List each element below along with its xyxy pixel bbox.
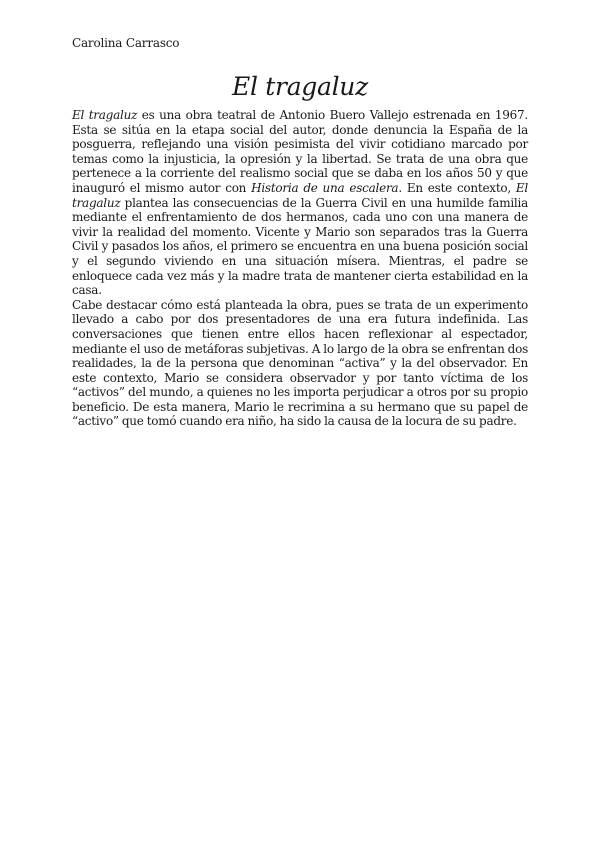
- document-title: El tragaluz: [232, 72, 368, 101]
- paragraph-2: Cabe destacar cómo está planteada la obra, pues se trata de un experimento llevado a cabo por dos presentadores de una era futura indefinida. Las conversaciones que tienen entre ellos hacen reflexionar al espectador, mediante el uso de metáforas subjetivas. A lo largo de la obra se enfrentan dos realidades, la de la persona que denominan “activa” y la del observador. En este contexto, Mario se considera observador y por tanto víctima de los “activos” del mundo, a quienes no les importa perjudicar a otros por su propio beneficio. De esta manera, Mario le recrimina a su hermano que su papel de “activo” que tomó cuando era niño, ha sido la causa de la locura de su padre.: [72, 297, 528, 429]
- document-body: [72, 108, 528, 429]
- author-name: Carolina Carrasco: [72, 36, 180, 50]
- italic-work-title: El tragaluz: [72, 180, 528, 210]
- paragraph-text: plantea las consecuencias de la Guerra Civil en una humilde familia mediante el enfrentamiento de dos hermanos, cada uno con una manera de vivir la realidad del momento. Vicente y Mario son separados tras la Guerra Civil y pasados los años, el primero se encuentra en una buena posición social y el segundo viviendo en una situación mísera. Mientras, el padre se enloquece cada vez más y la madre trata de mantener cierta estabilidad en la casa.: [72, 195, 528, 298]
- paragraph-text: es una obra teatral de Antonio Buero Vallejo estrenada en 1967. Esta se sitúa en la etapa social del autor, donde denuncia la España de la posguerra, reflejando una visión pesimista del vivir cotidiano marcado por temas como la injusticia, la opresión y la libertad. Se trata de una obra que pertenece a la corriente del realismo social que se daba en los años 50 y que inauguró el mismo autor con: [72, 108, 528, 195]
- italic-work-title: Historia de una escalera: [251, 180, 399, 195]
- paragraph-text: . En este contexto,: [398, 180, 516, 195]
- paragraph-1: [72, 108, 528, 298]
- italic-work-title: El tragaluz: [72, 108, 138, 122]
